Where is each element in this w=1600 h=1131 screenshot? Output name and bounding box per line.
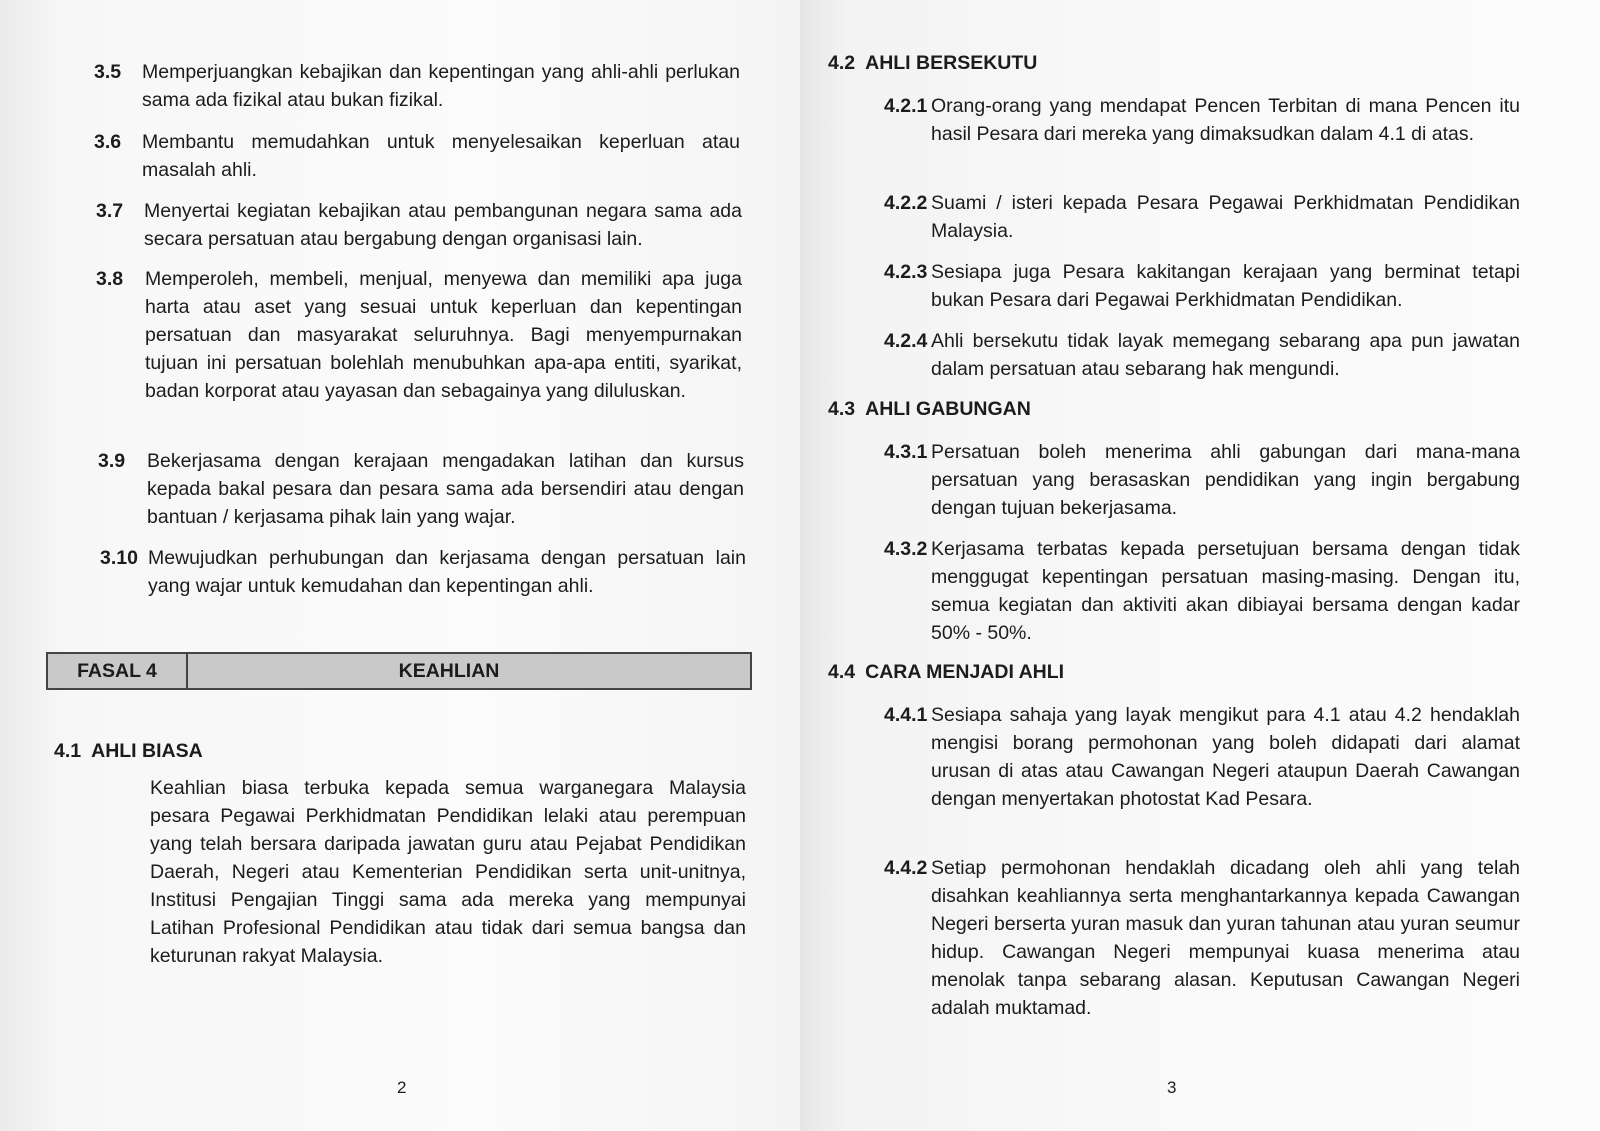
clause-number: 3.8 xyxy=(96,268,124,290)
section-4-4-heading xyxy=(828,658,1064,686)
section-text: Keahlian biasa terbuka kepada semua warganegara Malaysia pesara Pegawai Perkhidmatan Pendidikan lelaki atau perempuan yang telah bersara daripada jawatan guru atau Pejabat Pendidikan Daerah, Negeri atau Kementerian Pendidikan serta unit-unitnya, Institusi Pengajian Tinggi sama ada mereka yang mempunyai Latihan Profesional Pendidikan atau tidak dari semua bangsa dan keturunan rakyat Malaysia. xyxy=(150,777,746,967)
clause-text: Memperjuangkan kebajikan dan kepentingan yang ahli-ahli perlukan sama ada fizikal atau bukan fizikal. xyxy=(142,61,740,111)
clause-number: 4.4.1 xyxy=(884,704,928,726)
clause-text: Kerjasama terbatas kepada persetujuan bersama dengan tidak menggugat kepentingan persatuan masing-masing. Dengan itu, semua kegiatan dan aktiviti akan dibiayai bersama dengan kadar 50% - 50%. xyxy=(931,538,1520,644)
page-number: 2 xyxy=(397,1078,407,1097)
section-title: CARA MENJADI AHLI xyxy=(865,661,1065,683)
section-number: 4.2 xyxy=(828,52,856,74)
section-title: AHLI BERSEKUTU xyxy=(865,52,1038,74)
clause-number: 4.2.2 xyxy=(884,192,928,214)
section-4-2-heading xyxy=(828,49,1037,77)
section-4-1-heading xyxy=(54,737,203,765)
clause-number: 3.6 xyxy=(94,131,122,153)
clause-number: 3.10 xyxy=(100,547,138,569)
clause-number: 3.7 xyxy=(96,200,124,222)
clause-text: Ahli bersekutu tidak layak memegang sebarang apa pun jawatan dalam persatuan atau sebarang hak mengundi. xyxy=(931,330,1520,380)
clause-text: Suami / isteri kepada Pesara Pegawai Perkhidmatan Pendidikan Malaysia. xyxy=(931,192,1520,242)
clause-text: Membantu memudahkan untuk menyelesaikan keperluan atau masalah ahli. xyxy=(142,131,740,181)
clause-number: 4.3.2 xyxy=(884,538,928,560)
clause-number: 4.4.2 xyxy=(884,857,928,879)
clause-text: Orang-orang yang mendapat Pencen Terbitan di mana Pencen itu hasil Pesara dari mereka yang dimaksudkan dalam 4.1 di atas. xyxy=(931,95,1520,145)
fasal-title: KEAHLIAN xyxy=(398,660,500,682)
clause-number: 4.3.1 xyxy=(884,441,928,463)
clause-number: 4.2.1 xyxy=(884,95,928,117)
clause-number: 3.5 xyxy=(94,61,122,83)
clause-text: Setiap permohonan hendaklah dicadang oleh ahli yang telah disahkan keahliannya serta menghantarkannya kepada Cawangan Negeri berserta yuran masuk dan yuran tahunan atau yuran seumur hidup. Cawangan Negeri mempunyai kuasa menerima atau menolak tanpa sebarang alasan. Keputusan Cawangan Negeri adalah muktamad. xyxy=(931,857,1520,1019)
section-number: 4.3 xyxy=(828,398,856,420)
clause-number: 3.9 xyxy=(98,450,126,472)
section-title: AHLI GABUNGAN xyxy=(865,398,1031,420)
fasal-4-header xyxy=(46,652,752,690)
clause-number: 4.2.3 xyxy=(884,261,928,283)
page-number: 3 xyxy=(1167,1078,1177,1097)
fasal-label: FASAL 4 xyxy=(48,654,188,688)
clause-number: 4.2.4 xyxy=(884,330,928,352)
right-page xyxy=(800,0,1600,1131)
clause-text: Menyertai kegiatan kebajikan atau pembangunan negara sama ada secara persatuan atau bergabung dengan organisasi lain. xyxy=(144,200,742,250)
clause-text: Sesiapa juga Pesara kakitangan kerajaan yang berminat tetapi bukan Pesara dari Pegawai Perkhidmatan Pendidikan. xyxy=(931,261,1520,311)
clause-text: Persatuan boleh menerima ahli gabungan dari mana-mana persatuan yang berasaskan pendidikan yang ingin bergabung dengan tujuan bekerjasama. xyxy=(931,441,1520,519)
section-4-3-heading xyxy=(828,395,1031,423)
clause-text: Bekerjasama dengan kerajaan mengadakan latihan dan kursus kepada bakal pesara dan pesara sama ada bersendiri atau dengan bantuan / kerjasama pihak lain yang wajar. xyxy=(147,450,744,528)
clause-text: Memperoleh, membeli, menjual, menyewa dan memiliki apa juga harta atau aset yang sesuai untuk keperluan dan kepentingan persatuan dan masyarakat seluruhnya. Bagi menyempurnakan tujuan ini persatuan bolehlah menubuhkan apa-apa entiti, syarikat, badan korporat atau yayasan dan sebagainya yang diluluskan. xyxy=(145,268,742,402)
clause-text: Mewujudkan perhubungan dan kerjasama dengan persatuan lain yang wajar untuk kemudahan dan kepentingan ahli. xyxy=(148,547,746,597)
section-number: 4.1 xyxy=(54,740,82,762)
clause-text: Sesiapa sahaja yang layak mengikut para 4.1 atau 4.2 hendaklah mengisi borang permohonan yang boleh didapati dari alamat urusan di atas atau Cawangan Negeri ataupun Daerah Cawangan dengan menyertakan photostat Kad Pesara. xyxy=(931,704,1520,810)
section-title: AHLI BIASA xyxy=(91,740,203,762)
section-number: 4.4 xyxy=(828,661,856,683)
